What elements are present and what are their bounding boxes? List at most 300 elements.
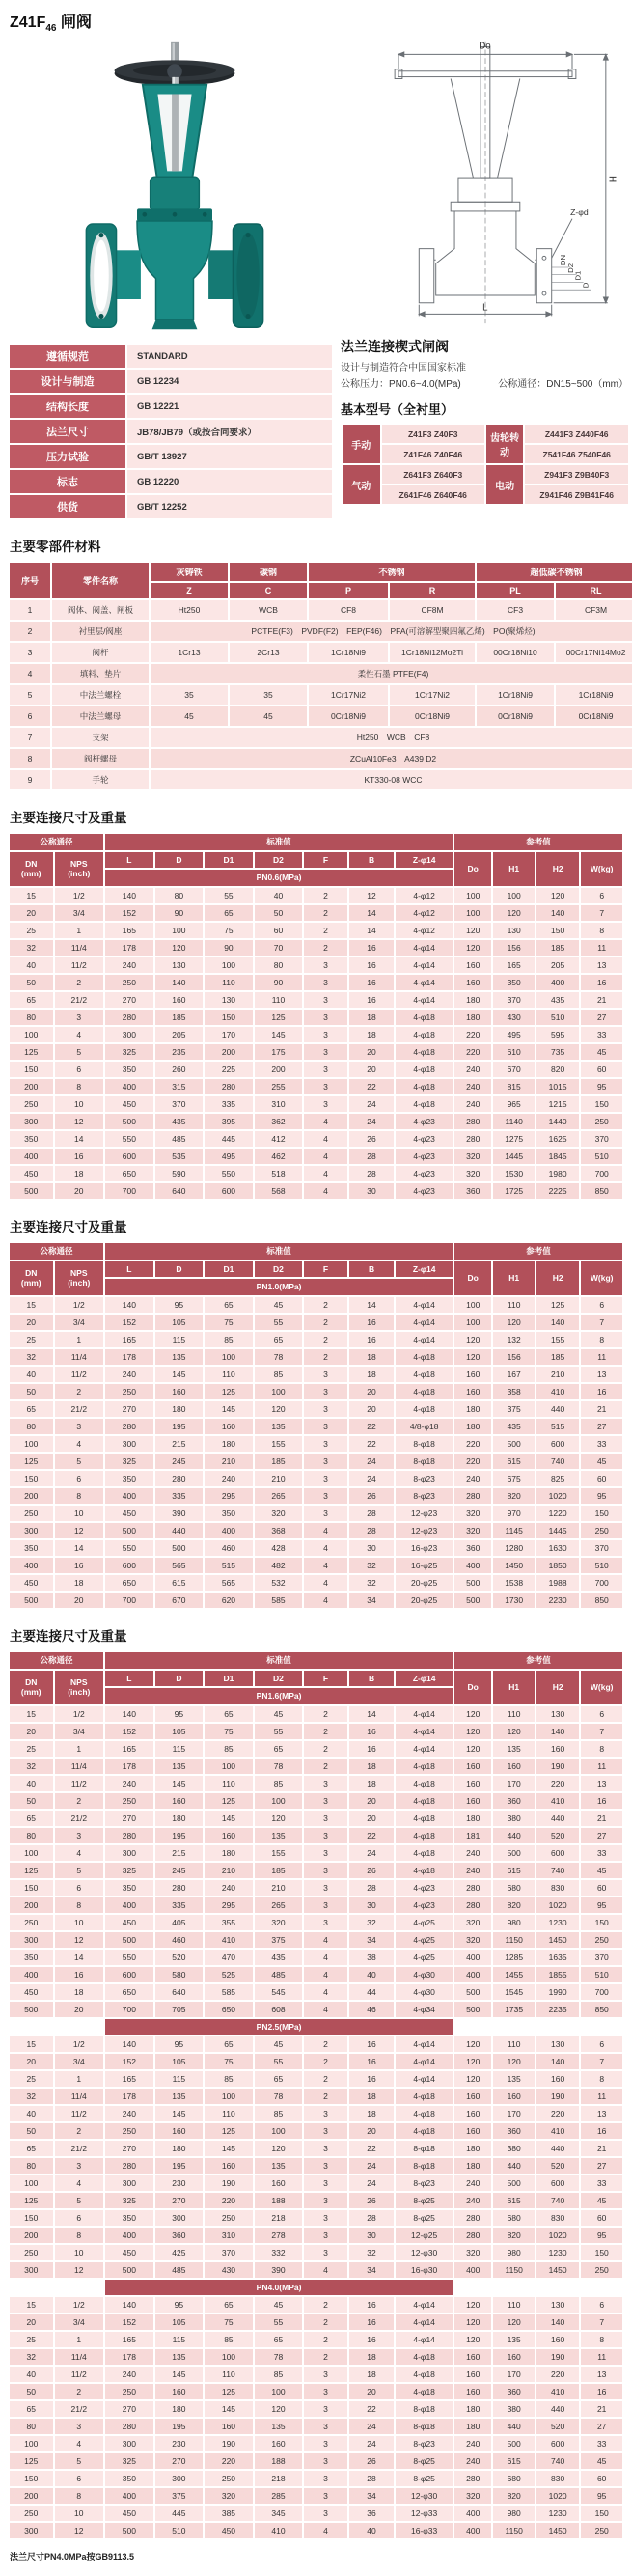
dim-value: 4-φ30 xyxy=(396,1967,453,1982)
dim-value: 34 xyxy=(349,2262,395,2278)
dim-value: 520 xyxy=(536,2158,580,2174)
dim-value: 700 xyxy=(105,1593,153,1608)
dim-value: 4-φ23 xyxy=(396,1880,453,1896)
dim-value: 165 xyxy=(105,1332,153,1347)
dim-value: 145 xyxy=(255,1027,303,1042)
dim-value: 7 xyxy=(581,1724,622,1739)
dim-value: 3 xyxy=(304,1845,347,1861)
dim-value: 495 xyxy=(205,1149,253,1164)
dim-col-nps: NPS (inch) xyxy=(55,1671,104,1704)
dim-value: 3 xyxy=(304,1062,347,1077)
dim-value: 125 xyxy=(205,1384,253,1399)
dim-value: 435 xyxy=(255,1950,303,1965)
dim-value: 500 xyxy=(105,1523,153,1538)
dim-value: 410 xyxy=(205,1932,253,1948)
dim-value: 4-φ14 xyxy=(396,1706,453,1722)
dim-value: 3 xyxy=(304,1915,347,1930)
valve-photo-illustration xyxy=(78,36,271,337)
dim-value: 500 xyxy=(493,1436,534,1452)
dim-value: 440 xyxy=(493,2158,534,2174)
dim-value: 4-φ25 xyxy=(396,1915,453,1930)
dim-value: 2 xyxy=(304,923,347,938)
dim-value: 152 xyxy=(105,2314,153,2330)
dim-value: 16 xyxy=(581,2384,622,2399)
dim-value: 5 xyxy=(55,1454,104,1469)
dim-value: 11/2 xyxy=(55,2106,104,2121)
dim-value: 33 xyxy=(581,2436,622,2451)
dim-value: 115 xyxy=(155,1332,204,1347)
dim-value: 18 xyxy=(349,1759,395,1774)
dim-pressure-label: PN2.5(MPa) xyxy=(105,2019,453,2035)
dim-header-row xyxy=(10,834,622,850)
materials-value: CF8 xyxy=(309,600,388,620)
dim-value: 2 xyxy=(55,2384,104,2399)
dim-value: 240 xyxy=(105,1367,153,1382)
dim-table-3-title: 主要连接尺寸及重量 xyxy=(10,1628,127,1644)
dim-col-header: L xyxy=(105,1671,153,1687)
dim-value: 850 xyxy=(581,1183,622,1199)
dim-value: 100 xyxy=(205,957,253,973)
dim-data-row xyxy=(10,2262,622,2278)
dim-data-row xyxy=(10,2488,622,2504)
dim-value: 11/4 xyxy=(55,2349,104,2365)
dim-value: 250 xyxy=(10,1506,53,1521)
materials-group-header: 碳钢 xyxy=(230,563,307,581)
materials-value: 1Cr17Ni2 xyxy=(309,685,388,705)
dim-value: 4-φ30 xyxy=(396,1984,453,2000)
dim-value: 220 xyxy=(205,2193,253,2208)
dim-group-reference: 参考值 xyxy=(454,1652,622,1669)
dim-value: 500 xyxy=(105,1932,153,1948)
dim-value: 14 xyxy=(349,1297,395,1313)
dim-value: 3 xyxy=(304,1506,347,1521)
pressure-range: 公称压力：PN0.6~4.0(MPa) xyxy=(341,379,461,391)
dim-value: 362 xyxy=(255,1114,303,1129)
dim-value: 16 xyxy=(349,940,395,956)
dim-value: 20 xyxy=(349,1384,395,1399)
dim-value: 3 xyxy=(304,2506,347,2521)
dim-value: 60 xyxy=(581,1880,622,1896)
dim-value: 640 xyxy=(155,1183,204,1199)
dim-value: 140 xyxy=(536,2054,580,2069)
dim-value: 280 xyxy=(454,1114,491,1129)
dim-value: 16-φ23 xyxy=(396,1540,453,1556)
dim-value: 4-φ18 xyxy=(396,1845,453,1861)
dim-value: 95 xyxy=(155,2297,204,2313)
dim-value: 135 xyxy=(493,1741,534,1757)
dim-value: 230 xyxy=(155,2175,204,2191)
materials-no: 2 xyxy=(10,622,50,641)
dim-value: 195 xyxy=(155,1419,204,1434)
dim-value: 4-φ18 xyxy=(396,1401,453,1417)
dim-value: 50 xyxy=(10,2384,53,2399)
model-codes: Z641F3 Z640F3 xyxy=(382,465,484,484)
dim-value: 525 xyxy=(205,1967,253,1982)
dim-col-nps: NPS (inch) xyxy=(55,852,104,886)
dim-value: 370 xyxy=(581,1131,622,1147)
dim-value: 300 xyxy=(10,2262,53,2278)
dim-value: 120 xyxy=(255,1401,303,1417)
dim-value: 180 xyxy=(454,2158,491,2174)
model-row xyxy=(343,425,628,443)
dim-value: 4 xyxy=(55,1436,104,1452)
dim-data-row xyxy=(10,1506,622,1521)
dim-value: 110 xyxy=(493,1297,534,1313)
dim-value: 50 xyxy=(10,1793,53,1809)
dim-value: 24 xyxy=(349,1454,395,1469)
basic-models-table xyxy=(341,423,630,506)
model-row xyxy=(343,465,628,484)
dim-value: 400 xyxy=(10,1967,53,1982)
dim-value: 4-φ18 xyxy=(396,1044,453,1060)
dim-value: 65 xyxy=(255,2332,303,2347)
dim-value: 3/4 xyxy=(55,905,104,921)
dim-col-header: H2 xyxy=(536,1671,580,1704)
dim-data-row xyxy=(10,1897,622,1913)
spec-label: 设计与制造 xyxy=(10,370,125,393)
dim-value: 600 xyxy=(536,2436,580,2451)
dim-value: 4-φ25 xyxy=(396,1950,453,1965)
dim-value: 4-φ18 xyxy=(396,1811,453,1826)
dim-data-row xyxy=(10,975,622,990)
dim-value: 500 xyxy=(454,1984,491,2000)
dim-value: 980 xyxy=(493,2245,534,2260)
dim-value: 375 xyxy=(255,1932,303,1948)
dim-value: 28 xyxy=(349,1880,395,1896)
dim-value: 500 xyxy=(10,1183,53,1199)
spec-value: GB 12234 xyxy=(127,370,332,393)
dim-value: 650 xyxy=(105,1166,153,1181)
diameter-range: 公称通径：DN15~500（mm） xyxy=(498,379,628,391)
dim-bar-spacer xyxy=(10,2280,103,2295)
dim-value: 22 xyxy=(349,2401,395,2417)
dim-data-row xyxy=(10,1297,622,1313)
dim-value: 705 xyxy=(155,2002,204,2017)
dim-value: 15 xyxy=(10,1297,53,1313)
dim-value: 195 xyxy=(155,1828,204,1843)
dim-value: 160 xyxy=(454,2384,491,2399)
dim-value: 255 xyxy=(255,1079,303,1094)
dim-value: 270 xyxy=(105,2401,153,2417)
dim-value: 4-φ14 xyxy=(396,957,453,973)
materials-title: 主要零部件材料 xyxy=(10,540,101,555)
dim-value: 440 xyxy=(536,2141,580,2156)
dim-bar-spacer xyxy=(454,2019,622,2035)
dim-data-row xyxy=(10,1131,622,1147)
dim-value: 32 xyxy=(10,2089,53,2104)
dim-value: 250 xyxy=(105,2123,153,2139)
dim-value: 400 xyxy=(10,1149,53,1164)
dim-value: 145 xyxy=(155,1776,204,1791)
dim-value: 600 xyxy=(536,1845,580,1861)
dim-value: 240 xyxy=(454,2453,491,2469)
materials-no: 7 xyxy=(10,728,50,747)
dim-value: 2 xyxy=(55,1793,104,1809)
dim-value: 320 xyxy=(454,2245,491,2260)
materials-value: 1Cr18Ni9 xyxy=(309,643,388,662)
model-mode-label: 气动 xyxy=(343,465,380,504)
materials-value: 0Cr18Ni9 xyxy=(556,706,632,726)
dim-value: 120 xyxy=(454,2332,491,2347)
dim-value: 21 xyxy=(581,1401,622,1417)
dim-value: 520 xyxy=(536,1828,580,1843)
dim-col-header: D2 xyxy=(255,1261,303,1278)
dim-pressure-label: PN1.6(MPa) xyxy=(105,1688,453,1704)
dim-value: 100 xyxy=(205,2349,253,2365)
dim-value: 250 xyxy=(205,2210,253,2226)
materials-no: 9 xyxy=(10,770,50,789)
dim-value: 13 xyxy=(581,1776,622,1791)
dim-value: 8-φ18 xyxy=(396,2158,453,2174)
dim-value: 1 xyxy=(55,2332,104,2347)
dim-value: 90 xyxy=(205,940,253,956)
dim-value: 2 xyxy=(55,975,104,990)
dim-value: 120 xyxy=(155,940,204,956)
dim-data-row xyxy=(10,1845,622,1861)
dim-value: 1850 xyxy=(536,1558,580,1573)
dim-value: 160 xyxy=(536,2071,580,2087)
dim-value: 100 xyxy=(493,888,534,903)
dim-value: 18 xyxy=(349,2349,395,2365)
dim-value: 1735 xyxy=(493,2002,534,2017)
dim-value: 2 xyxy=(304,2297,347,2313)
dim-value: 3 xyxy=(304,1027,347,1042)
dim-value: 1990 xyxy=(536,1984,580,2000)
dim-value: 38 xyxy=(349,1950,395,1965)
dim-value: 11/4 xyxy=(55,2089,104,2104)
dim-bar-spacer xyxy=(454,2280,622,2295)
dim-value: 152 xyxy=(105,905,153,921)
materials-value: 0Cr18Ni9 xyxy=(309,706,388,726)
dim-value: 3 xyxy=(304,1793,347,1809)
dim-value: 380 xyxy=(493,2401,534,2417)
materials-value: 45 xyxy=(151,706,228,726)
dim-value: 6 xyxy=(55,2210,104,2226)
dim-value: 3 xyxy=(304,957,347,973)
dim-value: 12 xyxy=(55,1114,104,1129)
dim-value: 7 xyxy=(581,2054,622,2069)
dim-value: 16 xyxy=(349,1724,395,1739)
dim-value: 185 xyxy=(255,1454,303,1469)
dim-value: 2 xyxy=(304,1297,347,1313)
dim-value: 12 xyxy=(55,2262,104,2278)
dim-value: 30 xyxy=(349,1897,395,1913)
dim-value: 85 xyxy=(205,1741,253,1757)
dim-value: 260 xyxy=(155,1062,204,1077)
dim-value: 700 xyxy=(105,1183,153,1199)
dim-value: 135 xyxy=(255,2158,303,2174)
dim-value: 45 xyxy=(581,1044,622,1060)
dim-value: 150 xyxy=(536,923,580,938)
dim-value: 375 xyxy=(493,1401,534,1417)
dim-value: 250 xyxy=(105,1384,153,1399)
dim-value: 300 xyxy=(155,2210,204,2226)
dim-value: 445 xyxy=(205,1131,253,1147)
dim-value: 1230 xyxy=(536,2506,580,2521)
dim-data-row xyxy=(10,1741,622,1757)
dim-data-row xyxy=(10,2089,622,2104)
dim-value: 830 xyxy=(536,1880,580,1896)
dim-value: 160 xyxy=(454,1759,491,1774)
dim-value: 130 xyxy=(536,2036,580,2052)
spec-label: 压力试验 xyxy=(10,445,125,468)
dim-value: 85 xyxy=(205,2071,253,2087)
dim-value: 165 xyxy=(493,957,534,973)
dim-value: 24 xyxy=(349,2436,395,2451)
dim-value: 16 xyxy=(55,1149,104,1164)
model-mode-label: 电动 xyxy=(486,465,524,504)
dim-value: 1730 xyxy=(493,1593,534,1608)
dim-value: 4 xyxy=(55,1027,104,1042)
product-subtitle: 设计与制造符合中国国家标准 xyxy=(341,363,466,374)
dim-value: 1 xyxy=(55,1741,104,1757)
dim-value: 3 xyxy=(304,1401,347,1417)
dim-data-row xyxy=(10,2193,622,2208)
materials-value: Ht250 xyxy=(151,600,228,620)
dim-value: 65 xyxy=(10,1811,53,1826)
dim-value: 160 xyxy=(454,2106,491,2121)
dim-value: 550 xyxy=(105,1540,153,1556)
dim-value: 14 xyxy=(55,1131,104,1147)
dim-value: 11 xyxy=(581,2349,622,2365)
dim-value: 8-φ23 xyxy=(396,1471,453,1486)
dim-data-row xyxy=(10,2228,622,2243)
dim-value: 40 xyxy=(349,1967,395,1982)
dim-value: 3 xyxy=(304,992,347,1008)
materials-value: 2Cr13 xyxy=(230,643,307,662)
dim-value: 3 xyxy=(304,2367,347,2382)
materials-no: 3 xyxy=(10,643,50,662)
dim-value: 21/2 xyxy=(55,1811,104,1826)
dim-value: 4-φ18 xyxy=(396,1349,453,1365)
dim-data-row xyxy=(10,2471,622,2486)
materials-part-name: 中法兰螺母 xyxy=(52,706,149,726)
dim-value: 350 xyxy=(105,2210,153,2226)
dim-value: 280 xyxy=(105,1828,153,1843)
dim-value: 11 xyxy=(581,2089,622,2104)
materials-value: 0Cr18Ni9 xyxy=(390,706,475,726)
dim-data-row xyxy=(10,2002,622,2017)
dim-pressure-label: PN4.0(MPa) xyxy=(105,2280,453,2295)
dim-value: 2 xyxy=(304,1706,347,1722)
dim-value: 12-φ30 xyxy=(396,2245,453,2260)
dim-value: 65 xyxy=(205,1706,253,1722)
dim-data-row xyxy=(10,1454,622,1469)
model-codes: Z941F3 Z9B40F3 xyxy=(525,465,628,484)
dim-value: 518 xyxy=(255,1166,303,1181)
dim-col-header: Do xyxy=(454,852,491,886)
dim-value: 24 xyxy=(349,1471,395,1486)
dim-value: 75 xyxy=(205,1724,253,1739)
dim-value: 195 xyxy=(155,2158,204,2174)
dim-value: 16 xyxy=(55,1967,104,1982)
dim-value: 4-φ14 xyxy=(396,1332,453,1347)
dim-value: 850 xyxy=(581,1593,622,1608)
dim-value: 16 xyxy=(349,957,395,973)
dim-value: 135 xyxy=(255,1419,303,1434)
dim-value: 2 xyxy=(304,2071,347,2087)
dim-value: 26 xyxy=(349,1863,395,1878)
dim-value: 45 xyxy=(255,2297,303,2313)
dim-value: 190 xyxy=(536,2349,580,2365)
dim-value: 280 xyxy=(205,1079,253,1094)
dim-value: 332 xyxy=(255,2245,303,2260)
dim-value: 156 xyxy=(493,940,534,956)
dim-value: 95 xyxy=(581,2228,622,2243)
dim-value: 2 xyxy=(304,2036,347,2052)
dim-value: 350 xyxy=(105,2471,153,2486)
dim-value: 115 xyxy=(155,1741,204,1757)
dim-value: 4-φ14 xyxy=(396,2071,453,2087)
dim-value: 3 xyxy=(304,2210,347,2226)
dim-value: 110 xyxy=(493,2036,534,2052)
dim-value: 20-φ25 xyxy=(396,1575,453,1591)
dim-value: 500 xyxy=(454,1593,491,1608)
dim-value: 65 xyxy=(205,2297,253,2313)
dim-value: 4-φ18 xyxy=(396,1367,453,1382)
dim-value: 152 xyxy=(105,1315,153,1330)
dim-value: 4-φ18 xyxy=(396,1759,453,1774)
dim-value: 140 xyxy=(536,1315,580,1330)
dim-value: 26 xyxy=(349,1131,395,1147)
dim-value: 4 xyxy=(304,2523,347,2538)
dim-value: 4/8-φ18 xyxy=(396,1419,453,1434)
dim-value: 8 xyxy=(581,1332,622,1347)
dim-value: 165 xyxy=(105,2332,153,2347)
dim-value: 50 xyxy=(10,1384,53,1399)
dim-value: 240 xyxy=(454,1062,491,1077)
dim-data-row xyxy=(10,2175,622,2191)
dim-value: 85 xyxy=(205,1332,253,1347)
dim-value: 8-φ18 xyxy=(396,1436,453,1452)
dim-value: 140 xyxy=(536,2314,580,2330)
dim-value: 4-φ18 xyxy=(396,2106,453,2121)
dim-value: 145 xyxy=(155,2106,204,2121)
dim-value: 740 xyxy=(536,1863,580,1878)
dim-value: 240 xyxy=(105,2367,153,2382)
dim-data-row xyxy=(10,1950,622,1965)
dim-col-header: D2 xyxy=(255,852,303,869)
dim-value: 4 xyxy=(304,1183,347,1199)
dim-value: 2 xyxy=(304,2314,347,2330)
dim-value: 325 xyxy=(105,1454,153,1469)
dim-data-row xyxy=(10,992,622,1008)
dim-value: 1530 xyxy=(493,1166,534,1181)
dim-value: 160 xyxy=(454,957,491,973)
materials-part-name: 中法兰螺栓 xyxy=(52,685,149,705)
dim-value: 4-φ25 xyxy=(396,1932,453,1948)
dim-value: 4-φ23 xyxy=(396,1114,453,1129)
dim-data-row xyxy=(10,2332,622,2347)
dim-value: 145 xyxy=(205,2141,253,2156)
dim-value: 595 xyxy=(536,1027,580,1042)
dim-value: 12-φ30 xyxy=(396,2488,453,2504)
dim-label-d: D xyxy=(581,282,591,289)
materials-group-header: 不锈钢 xyxy=(309,563,475,581)
dim-value: 90 xyxy=(155,905,204,921)
dim-value: 170 xyxy=(493,1776,534,1791)
dim-value: 205 xyxy=(155,1027,204,1042)
dim-data-row xyxy=(10,2349,622,2365)
dim-value: 220 xyxy=(536,2367,580,2382)
spec-label: 供货 xyxy=(10,495,125,518)
materials-part-name: 支架 xyxy=(52,728,149,747)
dim-value: 4-φ14 xyxy=(396,2297,453,2313)
dim-data-row xyxy=(10,2384,622,2399)
spec-row xyxy=(10,395,332,418)
dim-value: 100 xyxy=(454,888,491,903)
dim-value: 500 xyxy=(454,2002,491,2017)
